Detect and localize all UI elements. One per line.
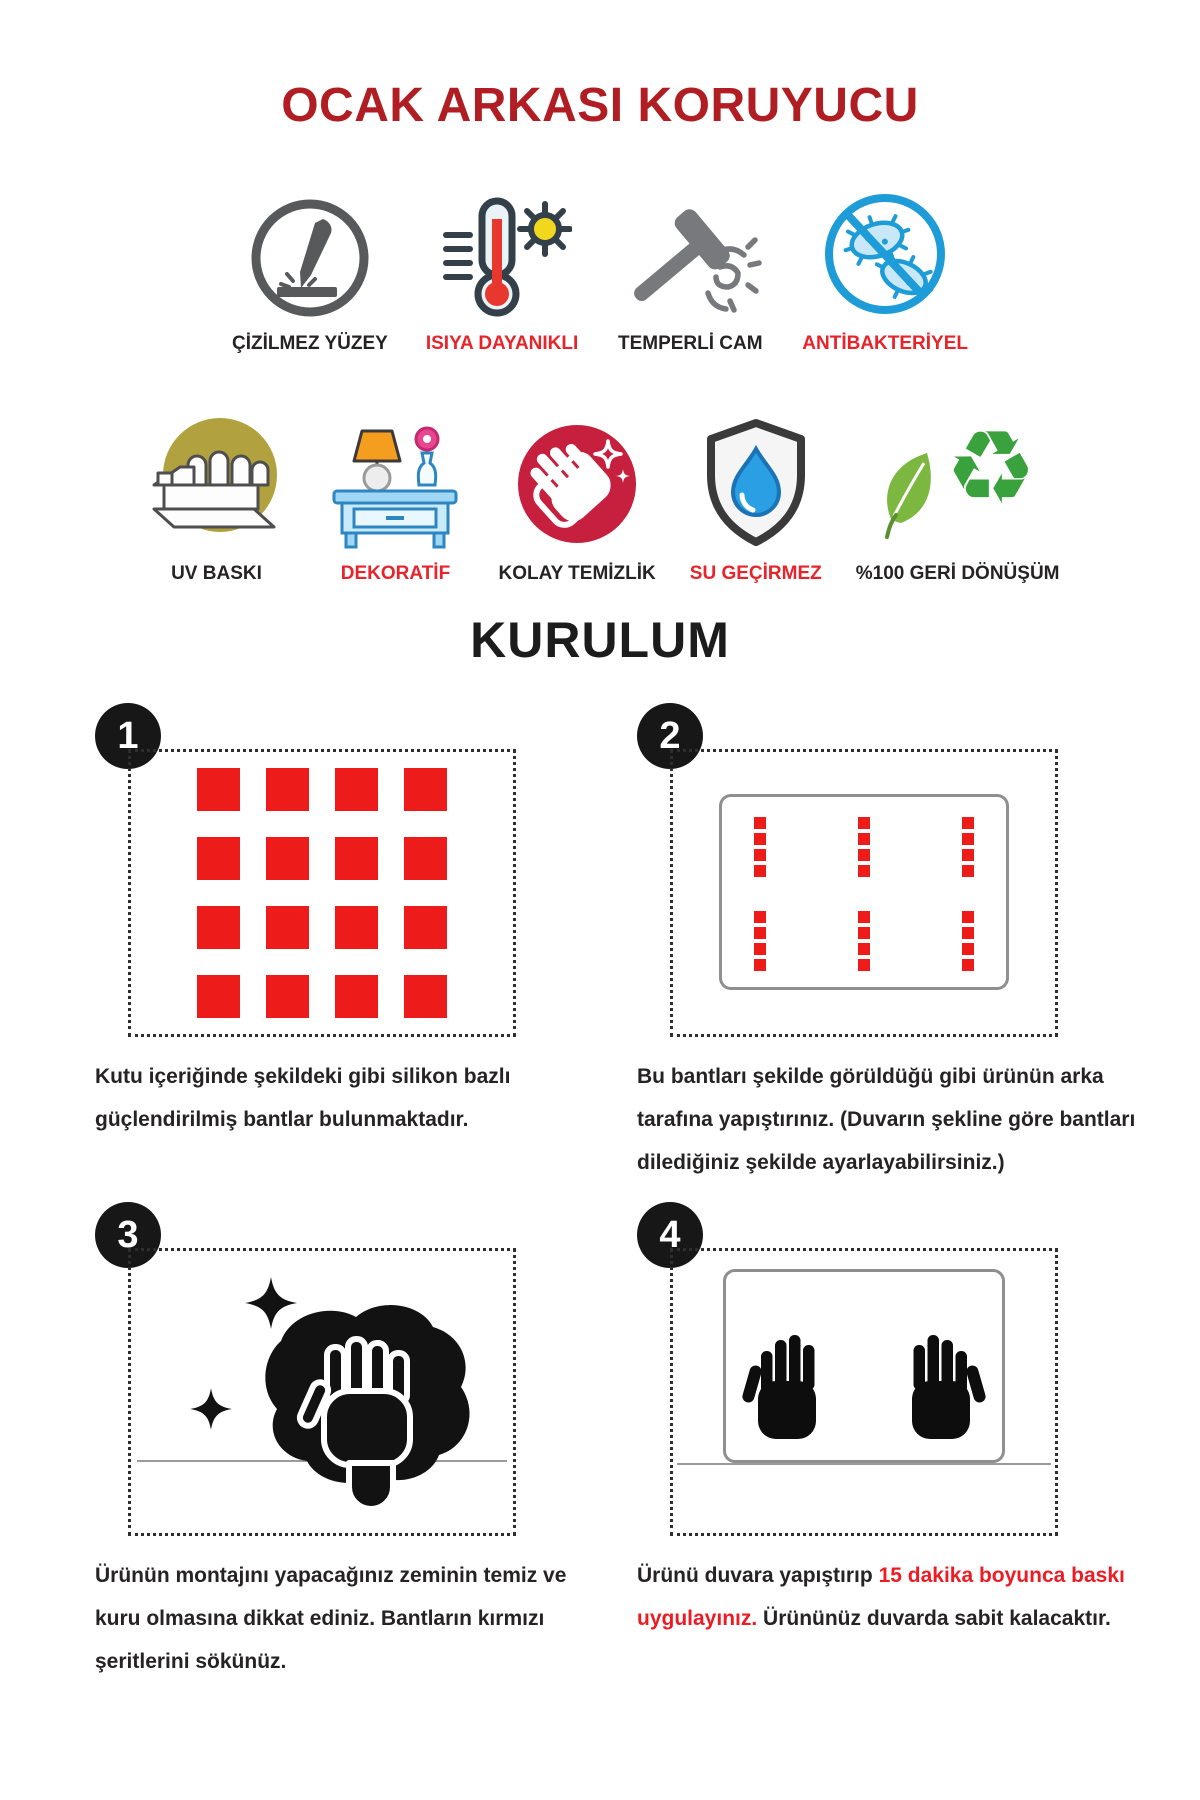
adhesive-pad [197, 837, 240, 880]
adhesive-pad [404, 975, 447, 1018]
installation-steps [95, 703, 1200, 1701]
step-1-figure [128, 749, 516, 1037]
leaf-icon [879, 445, 949, 541]
tape-strip [754, 817, 766, 877]
adhesive-pad [197, 975, 240, 1018]
step-number-badge: 1 [95, 703, 161, 769]
tape-strip [962, 911, 974, 971]
feature-label: DEKORATİF [340, 563, 451, 584]
feature-antibacterial [802, 181, 968, 355]
adhesive-pad [404, 837, 447, 880]
step-4-caption-before: Ürünü duvara yapıştırıp [637, 1564, 873, 1588]
adhesive-pad [266, 837, 309, 880]
feature-label: TEMPERLİ CAM [617, 333, 763, 354]
counter-line [677, 1463, 1051, 1465]
step-4-caption-after: Ürününüz duvarda sabit kalacaktır. [763, 1607, 1111, 1631]
step-2-caption: Bu bantları şekilde görüldüğü gibi ürünün arka tarafına yapıştırınız. (Duvarın şekline göre bantları dilediğiniz şekilde ayarlayabilirsiniz.) [637, 1065, 1136, 1175]
section-title: KURULUM [470, 612, 730, 668]
adhesive-pad [335, 906, 378, 949]
tape-strip [858, 911, 870, 971]
adhesive-pad [335, 837, 378, 880]
antibacterial-icon [818, 181, 952, 321]
adhesive-pad [335, 768, 378, 811]
adhesive-pad [266, 906, 309, 949]
step-1 [95, 703, 600, 1202]
feature-label: %100 GERİ DÖNÜŞÜM [855, 563, 1060, 584]
step-1-caption: Kutu içeriğinde şekildeki gibi silikon bazlı güçlendirilmiş bantlar bulunmaktadır. [95, 1065, 511, 1132]
page-title: OCAK ARKASI KORUYUCU [281, 79, 919, 132]
waterproof-icon [695, 401, 817, 551]
adhesive-pad [404, 906, 447, 949]
adhesive-pads-grid [131, 752, 513, 1034]
feature-label: ISIYA DAYANIKLI [425, 333, 579, 354]
wipe-clean-icon [131, 1251, 513, 1533]
heat-resistant-icon [432, 181, 572, 321]
step-number-badge: 2 [637, 703, 703, 769]
tempered-glass-icon [616, 181, 764, 321]
feature-recycle [856, 401, 1060, 585]
feature-label: ÇİZİLMEZ YÜZEY [231, 333, 388, 354]
feature-uv-print [140, 401, 292, 585]
step-4 [637, 1202, 1142, 1701]
feature-scratch-proof [232, 181, 388, 355]
scratch-proof-icon [247, 181, 373, 321]
recycle-arrows-icon: ♻ [945, 409, 1037, 528]
feature-label: KOLAY TEMİZLİK [498, 563, 656, 584]
feature-waterproof [690, 401, 822, 585]
tape-strip [962, 817, 974, 877]
tape-strip [858, 817, 870, 877]
feature-label: SU GEÇİRMEZ [689, 563, 822, 584]
feature-easy-clean [498, 401, 655, 585]
adhesive-pad [335, 975, 378, 1018]
step-number-badge: 3 [95, 1202, 161, 1268]
adhesive-pad [266, 975, 309, 1018]
step-4-caption [637, 1554, 1142, 1640]
uv-print-icon [140, 401, 292, 551]
step-3-caption: Ürünün montajını yapacağınız zeminin temiz ve kuru olmasına dikkat ediniz. Bantların kırmızı şeritlerini sökünüz. [95, 1564, 567, 1674]
adhesive-pad [404, 768, 447, 811]
pressing-hands-icon [724, 1313, 1004, 1463]
step-2-figure [670, 749, 1058, 1037]
features-row-1 [0, 181, 1200, 355]
adhesive-pad [266, 768, 309, 811]
features-row-2 [0, 401, 1200, 585]
feature-heat-resistant [426, 181, 578, 355]
step-3-figure [128, 1248, 516, 1536]
step-4-caption-highlight: 15 dakika boyunca baskı uygulayınız. [637, 1564, 1125, 1631]
easy-clean-icon [510, 401, 644, 551]
step-3 [95, 1202, 600, 1701]
feature-label: ANTİBAKTERİYEL [802, 333, 969, 354]
step-4-figure [670, 1248, 1058, 1536]
feature-label: UV BASKI [171, 563, 262, 584]
step-2 [637, 703, 1142, 1202]
step-number-badge: 4 [637, 1202, 703, 1268]
decorative-icon [326, 401, 464, 551]
feature-decorative [326, 401, 464, 585]
adhesive-pad [197, 768, 240, 811]
product-back-panel [719, 794, 1009, 990]
tape-strip [754, 911, 766, 971]
adhesive-pad [197, 906, 240, 949]
recycle-icon [879, 401, 1037, 551]
feature-tempered-glass [616, 181, 764, 355]
